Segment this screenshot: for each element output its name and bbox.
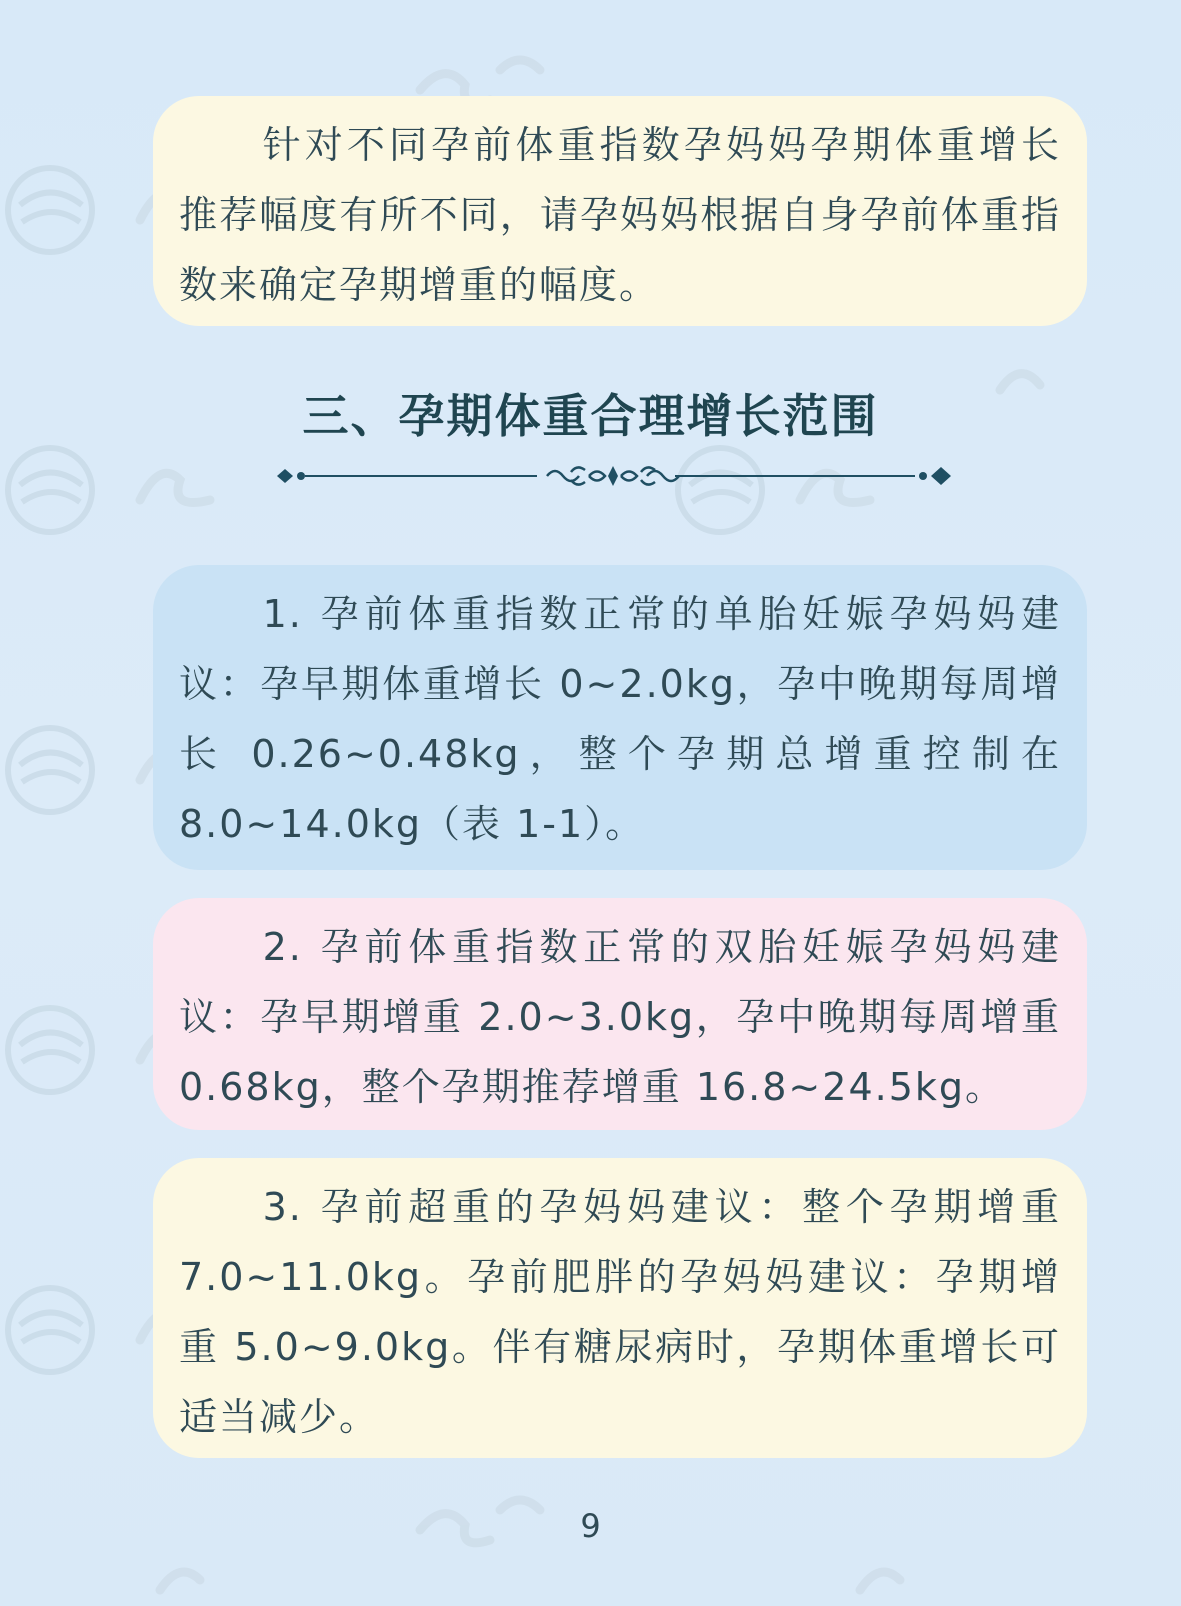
page-number: 9 xyxy=(580,1507,601,1545)
item-card-2 xyxy=(153,898,1087,1130)
item-card-1 xyxy=(153,565,1087,870)
item-3-paragraph: 3. 孕前超重的孕妈妈建议：整个孕期增重 7.0~11.0kg。孕前肥胖的孕妈妈建议：孕期增重 5.0~9.0kg。伴有糖尿病时，孕期体重增长可适当减少。 xyxy=(179,1185,1061,1439)
intro-card xyxy=(153,96,1087,326)
item-card-3 xyxy=(153,1158,1087,1458)
ornamental-divider xyxy=(275,458,965,494)
item-1-paragraph: 1. 孕前体重指数正常的单胎妊娠孕妈妈建议：孕早期体重增长 0~2.0kg，孕中晚期每周增长 0.26~0.48kg，整个孕期总增重控制在 8.0~14.0kg（表 1-1）。 xyxy=(179,592,1061,846)
intro-paragraph: 针对不同孕前体重指数孕妈妈孕期体重增长推荐幅度有所不同，请孕妈妈根据自身孕前体重指数来确定孕期增重的幅度。 xyxy=(179,123,1061,307)
section-title: 三、孕期体重合理增长范围 xyxy=(302,389,879,443)
item-2-paragraph: 2. 孕前体重指数正常的双胎妊娠孕妈妈建议：孕早期增重 2.0~3.0kg，孕中晚期每周增重 0.68kg，整个孕期推荐增重 16.8~24.5kg。 xyxy=(179,925,1061,1109)
